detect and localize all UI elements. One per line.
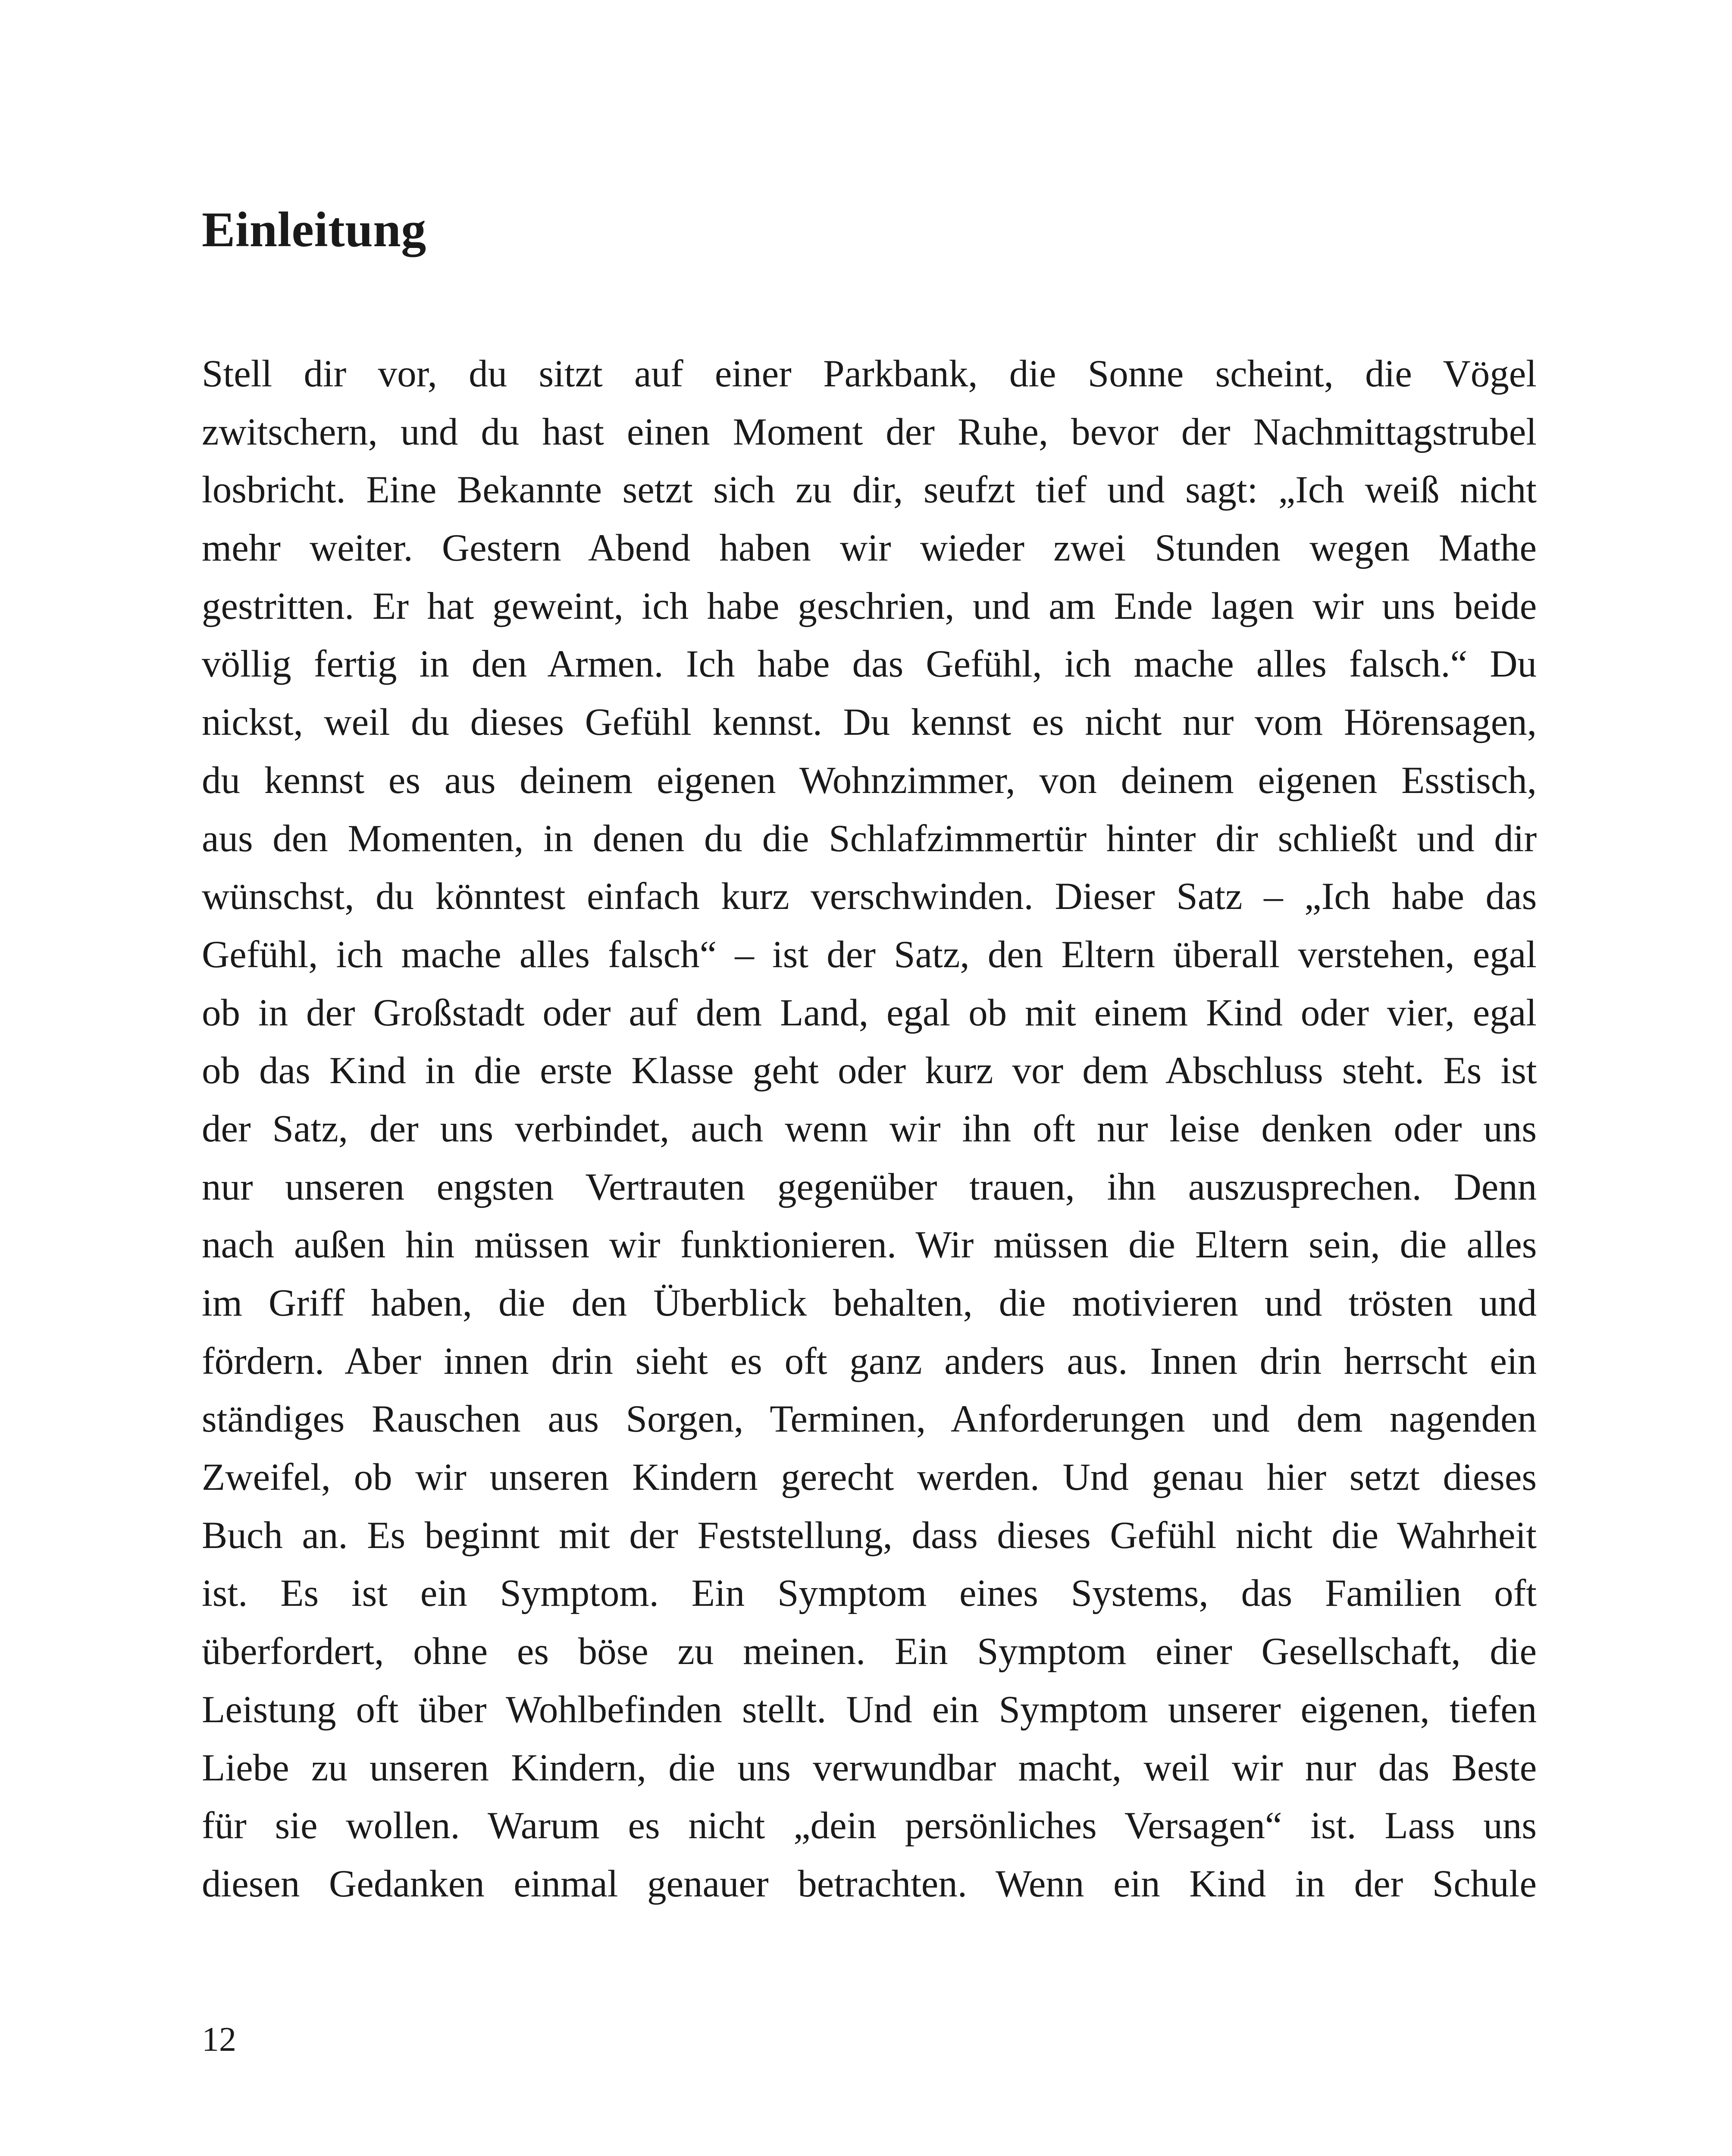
text-line: nickst, weil du dieses Gefühl kennst. Du kennst es nicht nur vom Hörensagen,	[202, 701, 1537, 744]
text-line: für sie wollen. Warum es nicht „dein persönliches Versagen“ ist. Lass uns	[202, 1805, 1537, 1847]
text-line: überfordert, ohne es böse zu meinen. Ein Symptom einer Gesellschaft, die	[202, 1630, 1537, 1673]
text-line: nach außen hin müssen wir funktionieren. Wir müssen die Eltern sein, die alles	[202, 1224, 1537, 1266]
body-paragraph	[202, 345, 1537, 1913]
text-line: wünschst, du könntest einfach kurz verschwinden. Dieser Satz – „Ich habe das	[202, 875, 1537, 918]
text-line: ob das Kind in die erste Klasse geht oder kurz vor dem Abschluss steht. Es ist	[202, 1050, 1537, 1092]
text-line: ist. Es ist ein Symptom. Ein Symptom eines Systems, das Familien oft	[202, 1572, 1537, 1615]
text-line: im Griff haben, die den Überblick behalten, die motivieren und trösten und	[202, 1282, 1537, 1324]
chapter-heading: Einleitung	[202, 202, 426, 257]
text-line: mehr weiter. Gestern Abend haben wir wieder zwei Stunden wegen Mathe	[202, 527, 1537, 570]
text-line: Gefühl, ich mache alles falsch“ – ist der Satz, den Eltern überall verstehen, egal	[202, 933, 1537, 976]
text-line: Zweifel, ob wir unseren Kindern gerecht werden. Und genau hier setzt dieses	[202, 1456, 1537, 1499]
text-line: ständiges Rauschen aus Sorgen, Terminen, Anforderungen und dem nagenden	[202, 1398, 1537, 1441]
text-line: ob in der Großstadt oder auf dem Land, egal ob mit einem Kind oder vier, egal	[202, 991, 1537, 1034]
text-line: gestritten. Er hat geweint, ich habe geschrien, und am Ende lagen wir uns beide	[202, 585, 1537, 627]
text-line: der Satz, der uns verbindet, auch wenn wir ihn oft nur leise denken oder uns	[202, 1107, 1537, 1150]
text-line: völlig fertig in den Armen. Ich habe das Gefühl, ich mache alles falsch.“ Du	[202, 643, 1537, 686]
text-line: losbricht. Eine Bekannte setzt sich zu dir, seufzt tief und sagt: „Ich weiß nicht	[202, 469, 1537, 511]
text-line: Liebe zu unseren Kindern, die uns verwundbar macht, weil wir nur das Beste	[202, 1746, 1537, 1789]
text-line: zwitschern, und du hast einen Moment der Ruhe, bevor der Nachmittagstrubel	[202, 411, 1537, 453]
text-line: Stell dir vor, du sitzt auf einer Parkbank, die Sonne scheint, die Vögel	[202, 353, 1537, 395]
text-line: Buch an. Es beginnt mit der Feststellung, dass dieses Gefühl nicht die Wahrheit	[202, 1514, 1537, 1557]
text-line: du kennst es aus deinem eigenen Wohnzimmer, von deinem eigenen Esstisch,	[202, 759, 1537, 802]
text-line: nur unseren engsten Vertrauten gegenüber trauen, ihn auszusprechen. Denn	[202, 1166, 1537, 1208]
text-line: fördern. Aber innen drin sieht es oft ganz anders aus. Innen drin herrscht ein	[202, 1340, 1537, 1382]
text-line: aus den Momenten, in denen du die Schlafzimmertür hinter dir schließt und dir	[202, 817, 1537, 860]
page-number: 12	[202, 2021, 236, 2059]
text-line: Leistung oft über Wohlbefinden stellt. Und ein Symptom unserer eigenen, tiefen	[202, 1688, 1537, 1731]
text-line: diesen Gedanken einmal genauer betrachten. Wenn ein Kind in der Schule	[202, 1862, 1537, 1905]
